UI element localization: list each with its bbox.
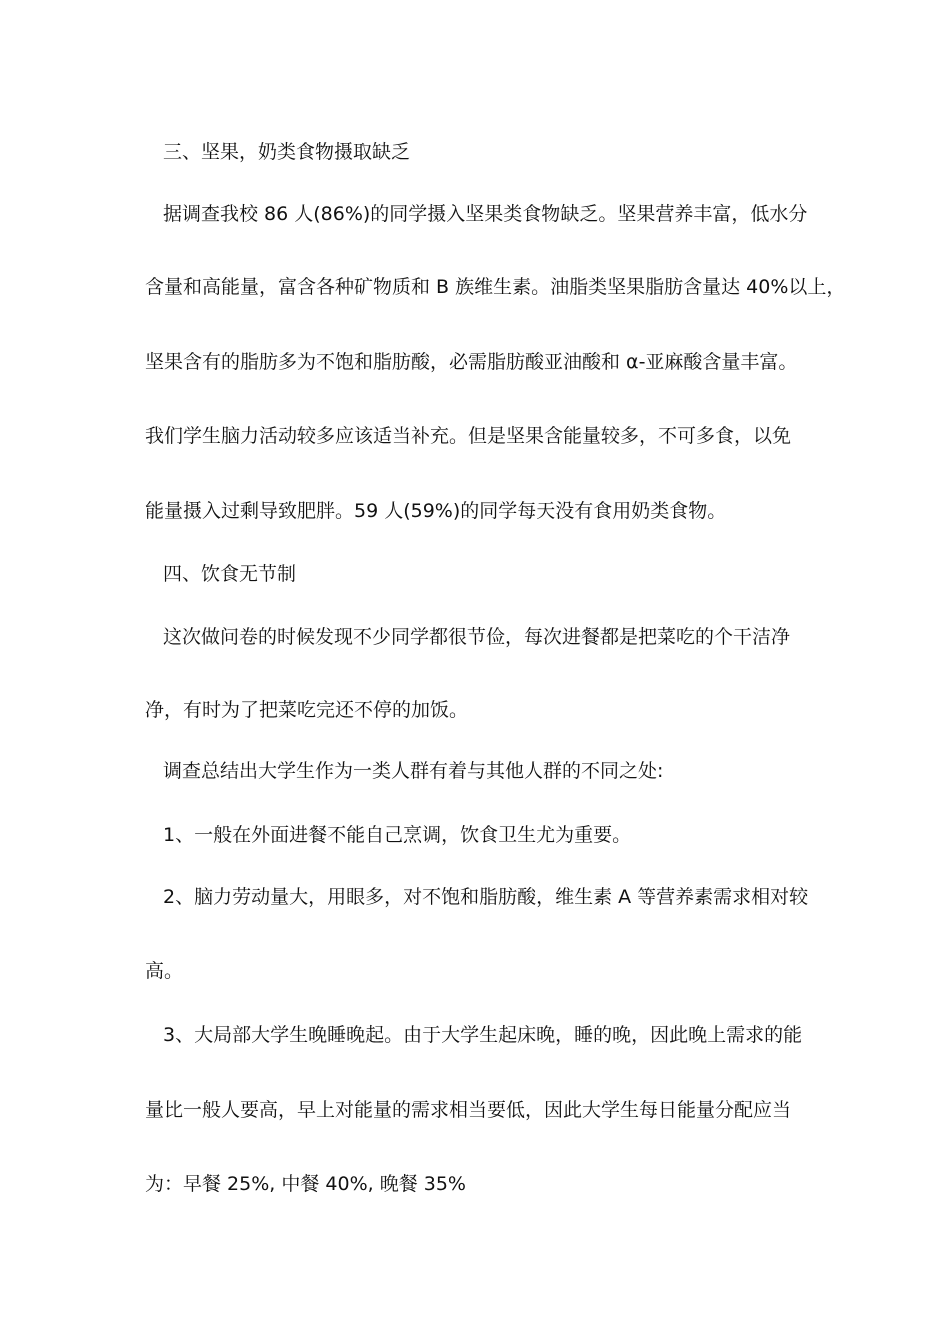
paragraph-line: 含量和高能量，富含各种矿物质和 B 族维生素。油脂类坚果脂肪含量达 40%以上， — [145, 276, 846, 298]
paragraph-line: 我们学生脑力活动较多应该适当补充。但是坚果含能量较多，不可多食，以免 — [145, 425, 792, 447]
list-item-1: 1、一般在外面进餐不能自己烹调，饮食卫生尤为重要。 — [163, 824, 632, 846]
heading-section-4: 四、饮食无节制 — [163, 563, 297, 585]
paragraph-line: 这次做问卷的时候发现不少同学都很节俭，每次进餐都是把菜吃的个干洁净 — [163, 626, 791, 648]
paragraph-line: 据调查我校 86 人(86%)的同学摄入坚果类食物缺乏。坚果营养丰富，低水分 — [163, 203, 808, 225]
paragraph-line: 坚果含有的脂肪多为不饱和脂肪酸，必需脂肪酸亚油酸和 α-亚麻酸含量丰富。 — [145, 351, 798, 373]
list-item-2-continuation: 高。 — [145, 960, 184, 982]
paragraph-line: 调查总结出大学生作为一类人群有着与其他人群的不同之处: — [163, 760, 664, 782]
list-item-3-continuation: 为：早餐 25%, 中餐 40%, 晚餐 35% — [145, 1173, 466, 1195]
list-item-3: 3、大局部大学生晚睡晚起。由于大学生起床晚，睡的晚，因此晚上需求的能 — [163, 1024, 803, 1046]
paragraph-line: 能量摄入过剩导致肥胖。59 人(59%)的同学每天没有食用奶类食物。 — [145, 500, 727, 522]
list-item-3-continuation: 量比一般人要高，早上对能量的需求相当要低，因此大学生每日能量分配应当 — [145, 1099, 792, 1121]
paragraph-line: 净，有时为了把菜吃完还不停的加饭。 — [145, 699, 469, 721]
list-item-2: 2、脑力劳动量大，用眼多，对不饱和脂肪酸，维生素 A 等营养素需求相对较 — [163, 886, 809, 908]
heading-section-3: 三、坚果，奶类食物摄取缺乏 — [163, 141, 411, 163]
